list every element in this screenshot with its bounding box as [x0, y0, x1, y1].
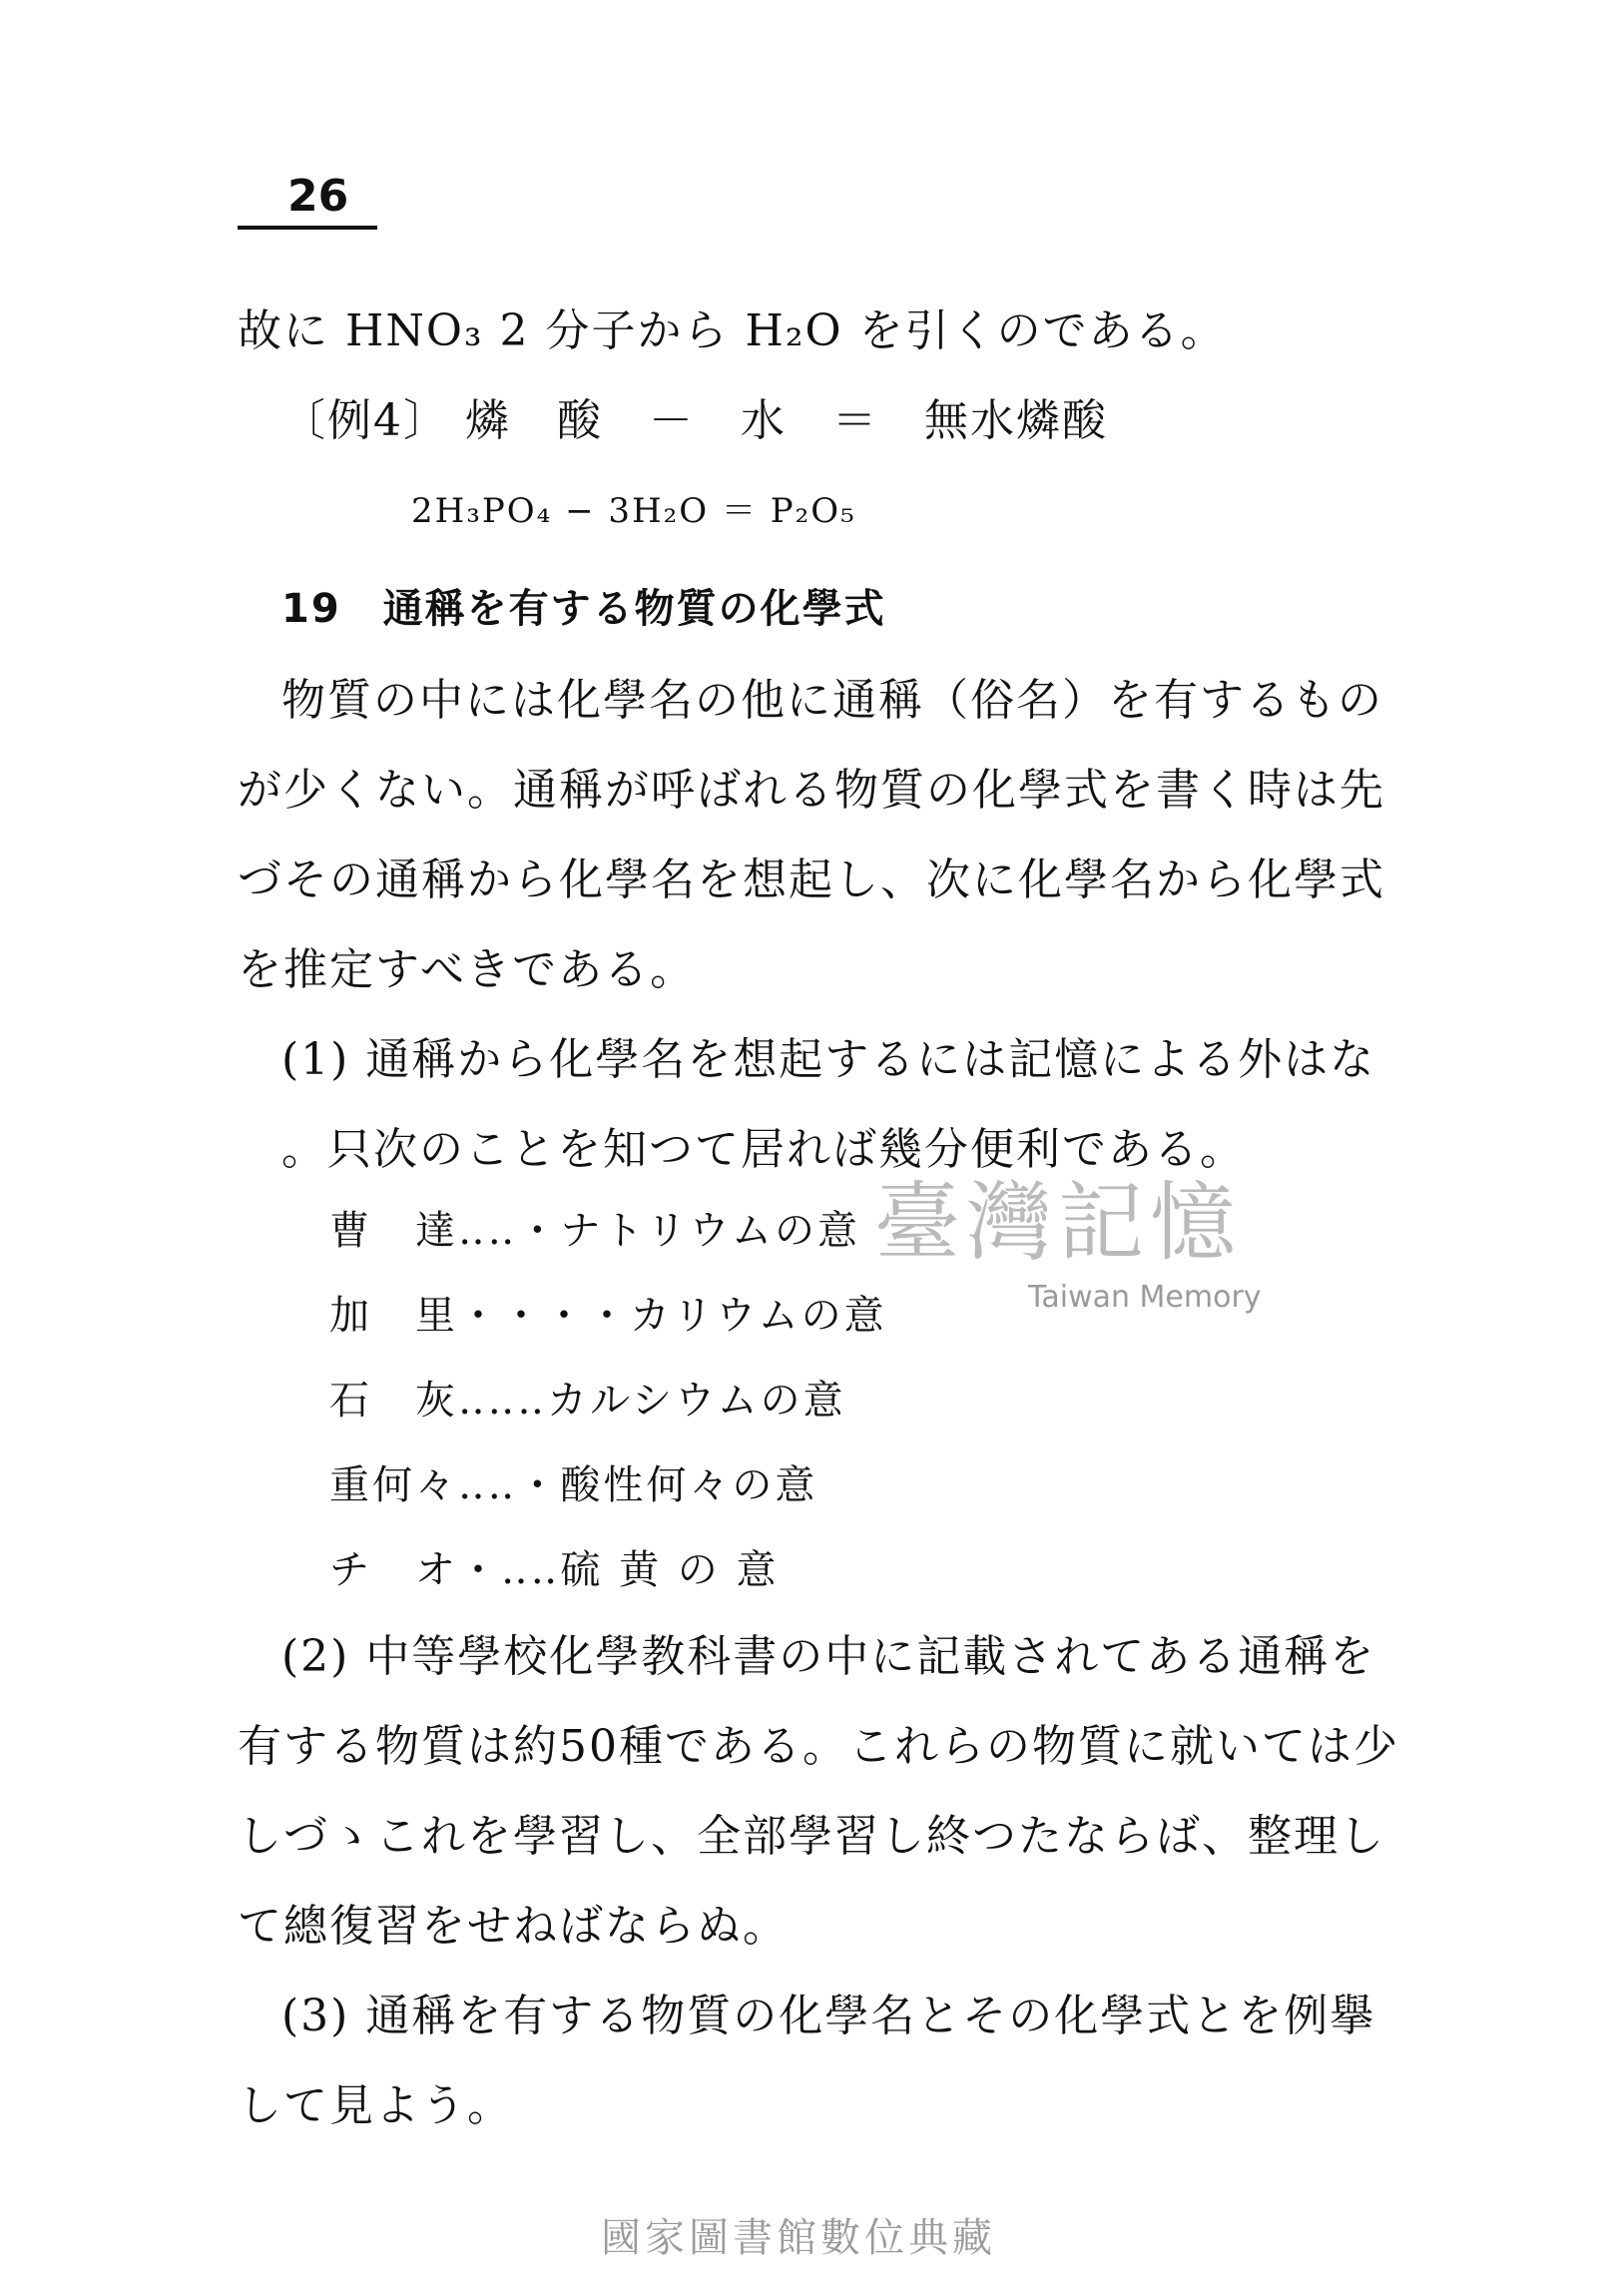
list-item-line: して見よう。 — [238, 2080, 513, 2131]
paragraph-line: が少くない。通稱が呼ばれる物質の化學式を書く時は先 — [238, 765, 1385, 816]
page-number: 26 — [238, 168, 377, 230]
list-item-line: 。只次のことを知つて居れば幾分便利である。 — [281, 1124, 1246, 1175]
vocab-line: チ オ・‥‥硫 黄 の 意 — [329, 1547, 780, 1593]
vocab-line: 重何々‥‥・酸性何々の意 — [329, 1462, 818, 1508]
list-item-line: (3) 通稱を有する物質の化學名とその化學式とを例擧 — [281, 1991, 1376, 2041]
vocab-line: 加 里・・・・カリウムの意 — [329, 1293, 887, 1339]
paragraph-line: を推定すべきである。 — [238, 944, 697, 995]
paragraph-line: づその通稱から化學名を想起し、次に化學名から化學式 — [238, 855, 1385, 905]
formula-line: 2H₃PO₄ − 3H₂O ＝ P₂O₅ — [411, 491, 856, 531]
text-line: 故に HNO₃ 2 分子から H₂O を引くのである。 — [238, 305, 1227, 356]
vocab-line: 石 灰‥‥‥カルシウムの意 — [329, 1378, 846, 1424]
watermark-logo: 臺灣記憶 — [874, 1173, 1242, 1273]
example-line: 〔例4〕 燐 酸 － 水 ＝ 無水燐酸 — [281, 395, 1108, 446]
list-item-line: (1) 通稱から化學名を想起するには記憶による外はな — [281, 1034, 1376, 1085]
paragraph-line: 物質の中には化學名の他に通稱（俗名）を有するもの — [281, 675, 1383, 726]
list-item-line: (2) 中等學校化學教科書の中に記載されてある通稱を — [281, 1631, 1376, 1682]
list-item-line: 有する物質は約50種である。これらの物質に就いては少 — [238, 1721, 1399, 1772]
footer-credit: 國家圖書館數位典藏 — [601, 2215, 996, 2261]
watermark-subtitle: Taiwan Memory — [1028, 1280, 1262, 1315]
vocab-line: 曹 達‥‥・ナトリウムの意 — [329, 1208, 860, 1254]
section-heading: 19 通稱を有する物質の化學式 — [281, 586, 886, 632]
list-item-line: しづゝこれを學習し、全部學習し終つたならば、整理し — [238, 1811, 1385, 1862]
list-item-line: て總復習をせねばならぬ。 — [238, 1901, 789, 1952]
